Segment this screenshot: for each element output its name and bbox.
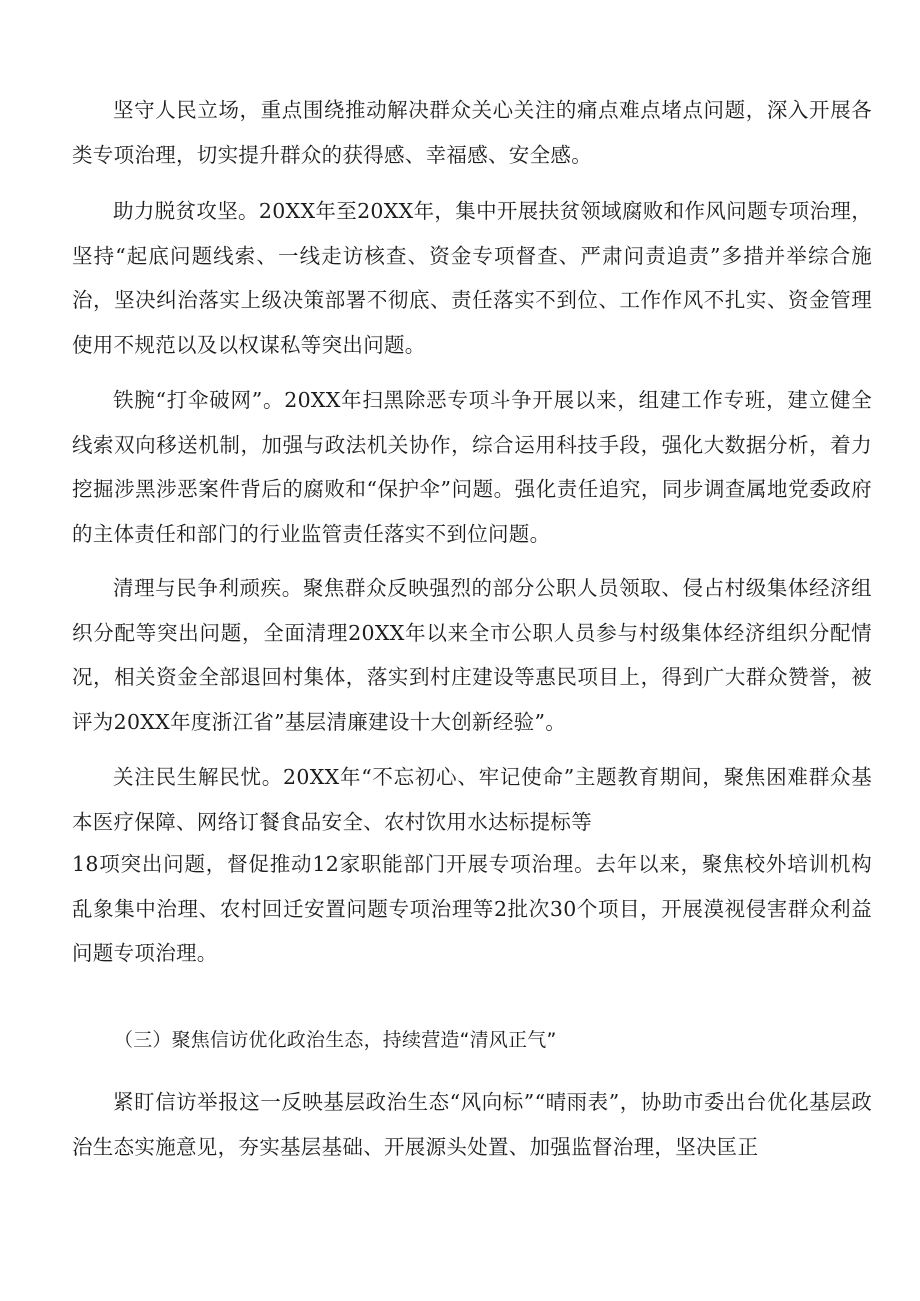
paragraph-intro: 坚守人民立场，重点围绕推动解决群众关心关注的痛点难点堵点问题，深入开展各类专项治理，切实提升群众的获得感、幸福感、安全感。 <box>72 98 872 167</box>
section-heading-3: （三）聚焦信访优化政治生态，持续营造“清风正气” <box>114 1029 557 1051</box>
paragraph-poverty: 助力脱贫攻坚。20XX年至20XX年，集中开展扶贫领域腐败和作风问题专项治理，坚持“起底问题线索、一线走访核查、资金专项督查、严肃问责追责”多措并举综合施治，坚决纠治落实上级决策部署不彻底、责任落实不到位、工作作风不扎实、资金管理使用不规范以及以权谋私等突出问题。 <box>72 199 872 357</box>
paragraph-livelihood: 关注民生解民忧。20XX年“不忘初心、牢记使命”主题教育期间，聚焦困难群众基本医疗保障、网络订餐食品安全、农村饮用水达标提标等 <box>72 765 872 834</box>
paragraph-profit: 清理与民争利顽疾。聚焦群众反映强烈的部分公职人员领取、侵占村级集体经济组织分配等突出问题，全面清理20XX年以来全市公职人员参与村级集体经济组织分配情况，相关资金全部退回村集体，落实到村庄建设等惠民项目上，得到广大群众赞誉，被评为20XX年度浙江省”基层清廉建设十大创新经验”。 <box>72 576 872 734</box>
paragraph-petition: 紧盯信访举报这一反映基层政治生态“风向标”“晴雨表”，协助市委出台优化基层政治生态实施意见，夯实基层基础、开展源头处置、加强监督治理，坚决匡正 <box>72 1090 872 1159</box>
paragraph-umbrella: 铁腕“打伞破网”。20XX年扫黑除恶专项斗争开展以来，组建工作专班，建立健全线索双向移送机制，加强与政法机关协作，综合运用科技手段，强化大数据分析，着力挖掘涉黑涉恶案件背后的腐败和“保护伞”问题。强化责任追究，同步调查属地党委政府的主体责任和部门的行业监管责任落实不到位问题。 <box>72 388 872 546</box>
paragraph-livelihood-continued: 18项突出问题，督促推动12家职能部门开展专项治理。去年以来，聚焦校外培训机构乱象集中治理、农村回迁安置问题专项治理等2批次30个项目，开展漠视侵害群众利益问题专项治理。 <box>72 852 872 965</box>
